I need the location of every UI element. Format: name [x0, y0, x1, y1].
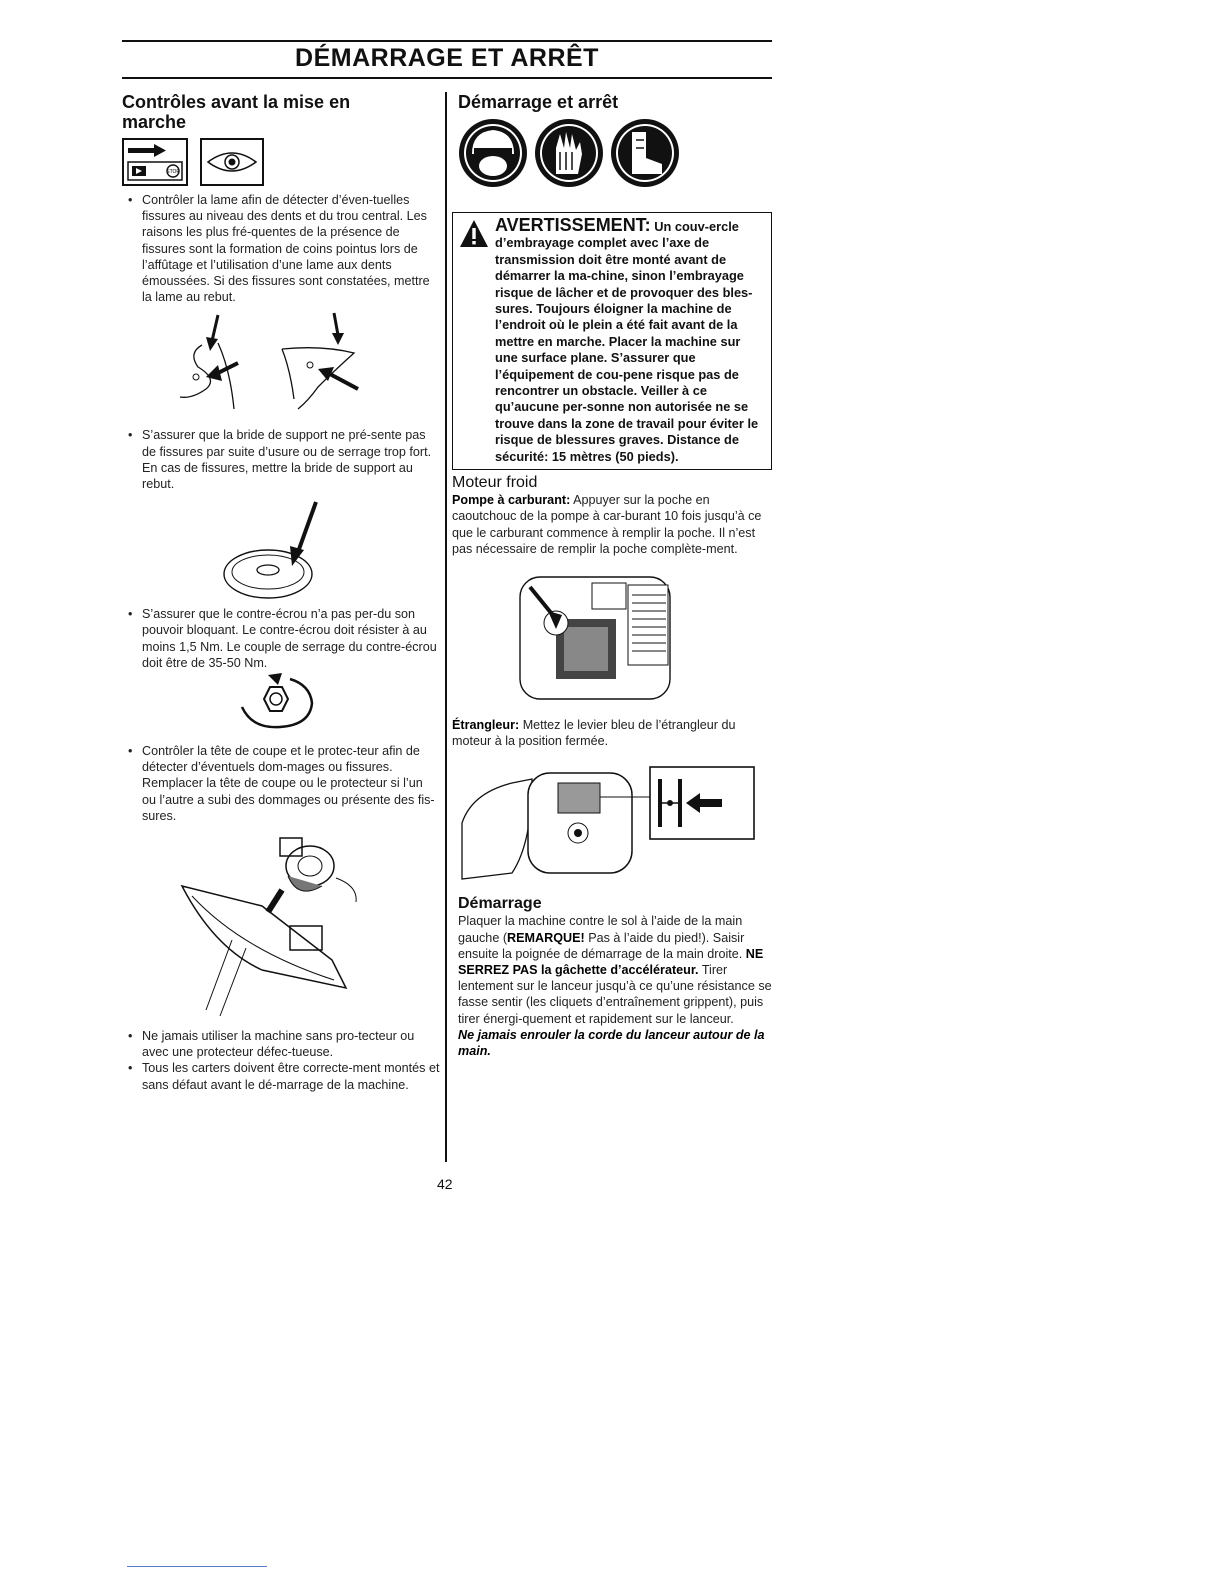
choke-text: Mettez le levier bleu de l’étrangleur du moteur à la position fermée.: [452, 717, 736, 749]
fuel-pump-text: Appuyer sur la poche en caoutchouc de la pompe à car-burant 10 fois jusqu’à ce que le carburant commence à remplir la poche. Il n’est pas nécessaire de remplir la poche complète-ment.: [452, 493, 762, 556]
covers-bullet: • Tous les carters doivent être correcte-ment montés et sans défaut avant le dé-marrage de la machine.: [122, 1060, 440, 1092]
page-number: 42: [437, 1176, 453, 1192]
choke-label: Étrangleur:: [452, 717, 520, 732]
warning-box: [452, 212, 772, 470]
engine-primer-figure: [452, 561, 772, 711]
starting-text-2: Pas à l’aide du pied!). Saisir ensuite la poignée de démarrage de la main droite.: [458, 930, 745, 961]
check-head-bullet: • Contrôler la tête de coupe et le protec-teur afin de détecter d’éventuels dom-mages ou fissures. Remplacer la tête de coupe ou le protecteur si l’un ou l’autre a subi des dommages ou présente des fis-sures.: [122, 743, 440, 824]
start-stop-heading: Démarrage et arrêt: [458, 92, 619, 112]
starting-paragraph: [458, 913, 772, 1059]
check-flange-bullet: • S’assurer que la bride de support ne pré-sente pas de fissures par suite d’usure ou de serrage trop fort. En cas de fissures, mettre la bride de support au rebut.: [122, 427, 440, 492]
starting-text-3: Tirer lentement sur le lanceur jusqu’à ce qu’une résistance se fasse sentir (les cliquets d’entraînement grippent), puis tirer énergi-quement et rapidement sur le lanceur.: [458, 962, 772, 1026]
title-rule: [122, 77, 772, 79]
top-rule: [122, 40, 772, 42]
ppe-icons: [458, 118, 772, 188]
warning-text: Un couv-ercle d’embrayage complet avec l’axe de transmission doit être monté avant de démarrer la ma-chine, sinon l’embrayage risque de lâcher et de provoquer des bles-sures. Toujours éloigner la machine de l’endroit où le plein a été fait avant de la mettre en marche. Placer la machine sur une surface plane. S’assurer que l’équipement de cou-pene risque pas de rencontrer un obstacle. Veiller à ce qu’aucune per-sonne non autorisée ne se trouve dans la zone de travail pour éviter le risque de blessures graves. Distance de sécurité: 15 mètres (50 pieds).: [495, 219, 759, 464]
svg-text:STOP: STOP: [166, 169, 180, 175]
starting-bold: NE SERREZ PAS la gâchette d’accélérateur.: [458, 946, 764, 977]
guard-bullet: • Ne jamais utiliser la machine sans pro-tecteur ou avec une protecteur défec-tueuse.: [122, 1028, 440, 1060]
warning-triangle-icon: [459, 219, 489, 249]
page-title: DÉMARRAGE ET ARRÊT: [295, 44, 599, 72]
choke-paragraph: [452, 717, 772, 749]
helmet-icon: [458, 118, 528, 188]
checks-heading: Contrôles avant la mise en marche: [122, 92, 351, 132]
warning-title: AVERTISSEMENT:: [495, 215, 651, 235]
boots-icon: [610, 118, 680, 188]
left-column: [122, 92, 440, 1093]
check-blade-bullet: • Contrôler la lame afin de détecter d’éven-tuelles fissures au niveau des dents et du trou central. Les raisons les plus fré-quentes de la présence de fissures sont la formation de coins pointus lors de l’affûtage et l’utilisation d’une lame aux dents émoussées. Si des fissures sont constatées, mettre la lame au rebut.: [122, 192, 440, 305]
locknut-figure: [122, 673, 440, 735]
starting-italic-warning: Ne jamais enrouler la corde du lanceur autour de la main.: [458, 1027, 765, 1058]
blade-cracks-figure: [122, 309, 440, 419]
eye-inspect-icon: [200, 138, 264, 186]
footer-link-line: [127, 1566, 267, 1567]
fuel-pump-label: Pompe à carburant:: [452, 493, 571, 508]
fuel-pump-paragraph: [452, 492, 772, 557]
check-locknut-bullet: • S’assurer que le contre-écrou n’a pas per-du son pouvoir bloquant. Le contre-écrou doit résister à au moins 1,5 Nm. Le couple de serrage du contre-écrou doit être de 35-50 Nm.: [122, 606, 440, 671]
check-icons: [122, 138, 440, 186]
starting-note: REMARQUE!: [507, 930, 585, 945]
starting-heading: Démarrage: [458, 895, 542, 913]
column-divider: [445, 92, 447, 1162]
inspect-sequence-icon: [122, 138, 188, 186]
gloves-icon: [534, 118, 604, 188]
cold-engine-heading: Moteur froid: [452, 474, 538, 492]
choke-lever-figure: [452, 753, 772, 891]
starting-text-1: Plaquer la machine contre le sol à l’aide de la main gauche (: [458, 914, 743, 945]
cutting-head-figure: [122, 830, 440, 1020]
right-column: [452, 92, 772, 1059]
support-flange-figure: [122, 496, 440, 600]
